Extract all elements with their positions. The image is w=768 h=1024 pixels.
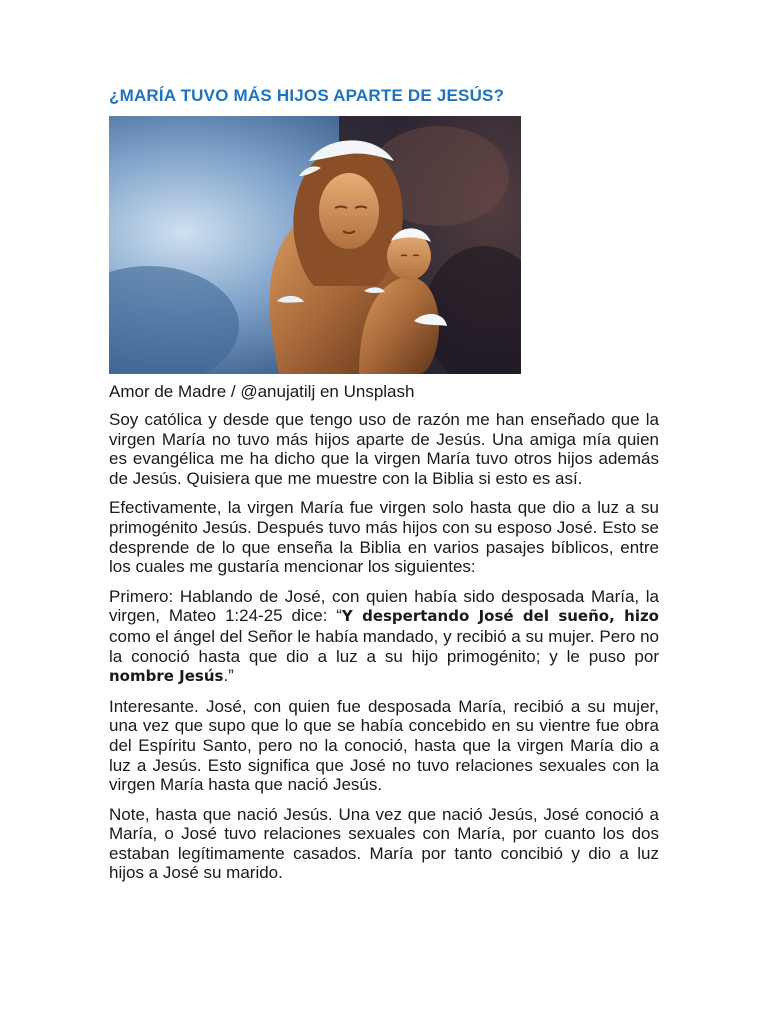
- paragraph-conclusion: Note, hasta que nació Jesús. Una vez que nació Jesús, José conoció a María, o José tuvo relaciones sexuales con María, por cuanto los dos estaban legítimamente casados. María por tanto concibió y dio a luz hijos a José su marido.: [109, 804, 659, 883]
- scripture-end: .”: [223, 666, 234, 686]
- paragraph-interpretation: Interesante. José, con quien fue desposada María, recibió a su mujer, una vez que supo que lo que se había concebido en su vientre fue obra del Espíritu Santo, pero no la conoció, hasta que la virgen María dio a luz a Jesús. Esto significa que José no tuvo relaciones sexuales con la virgen María hasta que nació Jesús.: [109, 696, 659, 795]
- scripture-bold-b: nombre Jesús: [109, 667, 224, 686]
- article-title: ¿MARÍA TUVO MÁS HIJOS APARTE DE JESÚS?: [109, 86, 505, 105]
- scripture-middle: como el ángel del Señor le había mandado, y recibió a su mujer. Pero no la conoció hasta que dio a luz a su hijo primogénito; y le puso por: [109, 626, 659, 666]
- scripture-intro: Primero: Hablando de José, con quien había sido desposada María, la virgen, Mateo 1:24-25 dice: “: [109, 586, 659, 626]
- paragraph-question: Soy católica y desde que tengo uso de razón me han enseñado que la virgen María no tuvo más hijos aparte de Jesús. Una amiga mía quien es evangélica me ha dicho que la virgen María tuvo otros hijos además de Jesús. Quisiera que me muestre con la Biblia si esto es así.: [109, 410, 659, 488]
- paragraph-answer: Efectivamente, la virgen María fue virgen solo hasta que dio a luz a su primogénito Jesús. Después tuvo más hijos con su esposo José. Esto se desprende de lo que enseña la Biblia en varios pasajes bíblicos, entre los cuales me gustaría mencionar los siguientes:: [109, 498, 659, 577]
- article-photo: [109, 116, 521, 374]
- paragraph-scripture: [109, 587, 659, 687]
- photo-caption: Amor de Madre / @anujatilj en Unsplash: [109, 382, 415, 401]
- article-body: [109, 410, 659, 893]
- scripture-bold-a: Y despertando José del sueño, hizo: [341, 607, 659, 626]
